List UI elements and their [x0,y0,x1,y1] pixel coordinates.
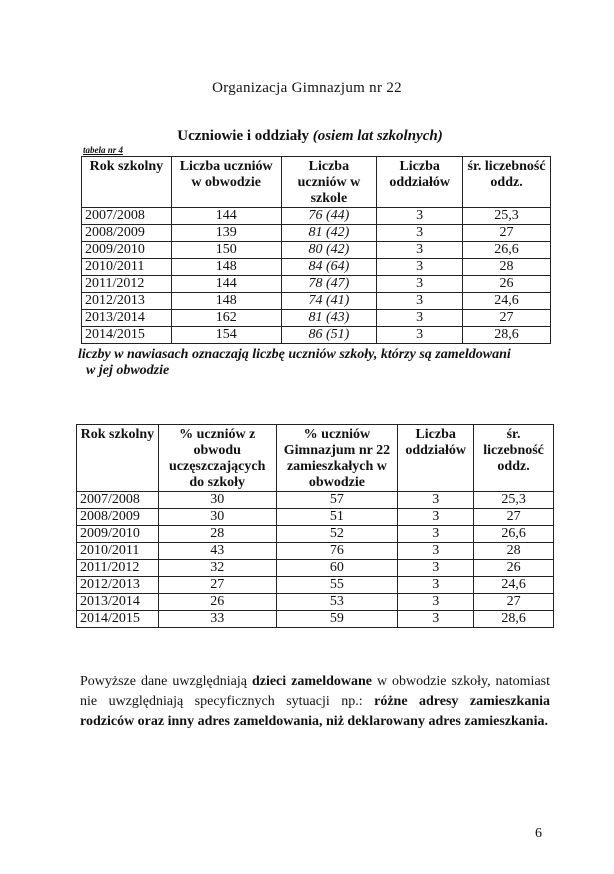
table-row [82,242,551,259]
year-cell: 2012/2013 [77,577,159,594]
table-cell: 28,6 [463,327,551,344]
table-cell: 148 [171,259,281,276]
table-cell: 74 (41) [281,293,377,310]
year-cell: 2014/2015 [77,611,159,628]
table-cell: 3 [398,492,474,509]
table-cell: 3 [377,293,463,310]
table-cell: 150 [171,242,281,259]
table-cell: 154 [171,327,281,344]
table-cell: 80 (42) [281,242,377,259]
table-cell: 30 [158,492,276,509]
table-row [82,293,551,310]
table-cell: 3 [377,276,463,293]
table-cell: 3 [398,526,474,543]
paragraph-bold: różne adresy zamieszkania rodziców oraz inny adres zameldowania, niż deklarowany adres zamieszkania. [80,694,550,729]
percentages-table [76,424,554,628]
table-cell: 52 [276,526,398,543]
table-cell: 76 (44) [281,208,377,225]
table-row [77,509,554,526]
year-cell: 2011/2012 [82,276,172,293]
table-cell: 3 [377,310,463,327]
page-number: 6 [535,826,542,841]
table-row [77,492,554,509]
table-cell: 59 [276,611,398,628]
table-cell: 3 [398,560,474,577]
table-row [82,310,551,327]
table-header-row [77,425,554,492]
year-cell: 2008/2009 [82,225,172,242]
table-cell: 144 [171,208,281,225]
table-cell: 27 [463,225,551,242]
table-cell: 81 (43) [281,310,377,327]
table-cell: 26 [463,276,551,293]
table-cell: 86 (51) [281,327,377,344]
table-cell: 3 [398,594,474,611]
table-row [77,526,554,543]
year-cell: 2010/2011 [82,259,172,276]
table-cell: 27 [158,577,276,594]
year-cell: 2009/2010 [77,526,159,543]
year-cell: 2013/2014 [82,310,172,327]
table-cell: 27 [463,310,551,327]
table-row [77,611,554,628]
table-cell: 27 [474,509,554,526]
table-cell: 3 [377,208,463,225]
column-header: % uczniów z obwodu uczęszczających do szkoły [158,425,276,492]
table-cell: 26 [158,594,276,611]
table-cell: 43 [158,543,276,560]
note-line-2: w jej obwodzie [86,363,170,378]
table-cell: 26,6 [474,526,554,543]
table-cell: 33 [158,611,276,628]
column-header: śr. liczebność oddz. [474,425,554,492]
table-cell: 3 [398,611,474,628]
table-cell: 76 [276,543,398,560]
table-cell: 78 (47) [281,276,377,293]
table-row [77,543,554,560]
column-header: Rok szkolny [82,157,172,208]
table-cell: 24,6 [474,577,554,594]
table-cell: 25,3 [474,492,554,509]
paragraph-text: w obwodzie szkoły, natomiast nie uwzględniają specyficznych sytuacji np.: [80,674,550,709]
year-cell: 2007/2008 [77,492,159,509]
table-row [77,577,554,594]
paragraph-text: Powyższe dane uwzględniają [80,674,252,689]
table-cell: 3 [398,509,474,526]
column-header: śr. liczebność oddz. [463,157,551,208]
table-cell: 3 [398,543,474,560]
column-header: Liczba oddziałów [398,425,474,492]
paragraph-bold: dzieci zameldowane [251,674,373,689]
subtitle-main: Uczniowie i oddziały [177,128,309,144]
subtitle-paren: (osiem lat szkolnych) [312,128,443,144]
table-row [82,276,551,293]
table-row [82,208,551,225]
year-cell: 2013/2014 [77,594,159,611]
table-row [82,225,551,242]
table-cell: 148 [171,293,281,310]
table-cell: 3 [377,327,463,344]
column-header: Rok szkolny [77,425,159,492]
table-row [82,259,551,276]
year-cell: 2007/2008 [82,208,172,225]
year-cell: 2011/2012 [77,560,159,577]
table-row [82,327,551,344]
table-cell: 3 [377,259,463,276]
table-cell: 28,6 [474,611,554,628]
table-cell: 26,6 [463,242,551,259]
table-cell: 162 [171,310,281,327]
table-row [77,594,554,611]
table-cell: 81 (42) [281,225,377,242]
table-cell: 55 [276,577,398,594]
note-line-1: liczby w nawiasach oznaczają liczbę uczniów szkoły, którzy są zameldowani [78,347,511,362]
year-cell: 2012/2013 [82,293,172,310]
table-cell: 53 [276,594,398,611]
table-cell: 28 [474,543,554,560]
column-header: Liczba uczniów w obwodzie [171,157,281,208]
table-header-row [82,157,551,208]
table-cell: 28 [158,526,276,543]
table-cell: 3 [377,242,463,259]
table-cell: 51 [276,509,398,526]
table-cell: 84 (64) [281,259,377,276]
table-cell: 3 [377,225,463,242]
table-note [78,347,558,379]
table-cell: 30 [158,509,276,526]
table-cell: 26 [474,560,554,577]
students-table [81,156,551,344]
table-cell: 139 [171,225,281,242]
table-cell: 57 [276,492,398,509]
table-cell: 27 [474,594,554,611]
table-subtitle [80,128,540,145]
table-cell: 144 [171,276,281,293]
year-cell: 2008/2009 [77,509,159,526]
year-cell: 2010/2011 [77,543,159,560]
table-cell: 28 [463,259,551,276]
column-header: Liczba oddziałów [377,157,463,208]
column-header: % uczniów Gimnazjum nr 22 zamieszkałych w obwodzie [276,425,398,492]
table-row [77,560,554,577]
table-cell: 3 [398,577,474,594]
year-cell: 2014/2015 [82,327,172,344]
table-cell: 32 [158,560,276,577]
table-cell: 60 [276,560,398,577]
summary-paragraph [80,672,550,732]
table-cell: 24,6 [463,293,551,310]
page-title: Organizacja Gimnazjum nr 22 [212,80,402,96]
table-label: tabela nr 4 [83,145,124,155]
column-header: Liczba uczniów w szkole [281,157,377,208]
table-cell: 25,3 [463,208,551,225]
year-cell: 2009/2010 [82,242,172,259]
